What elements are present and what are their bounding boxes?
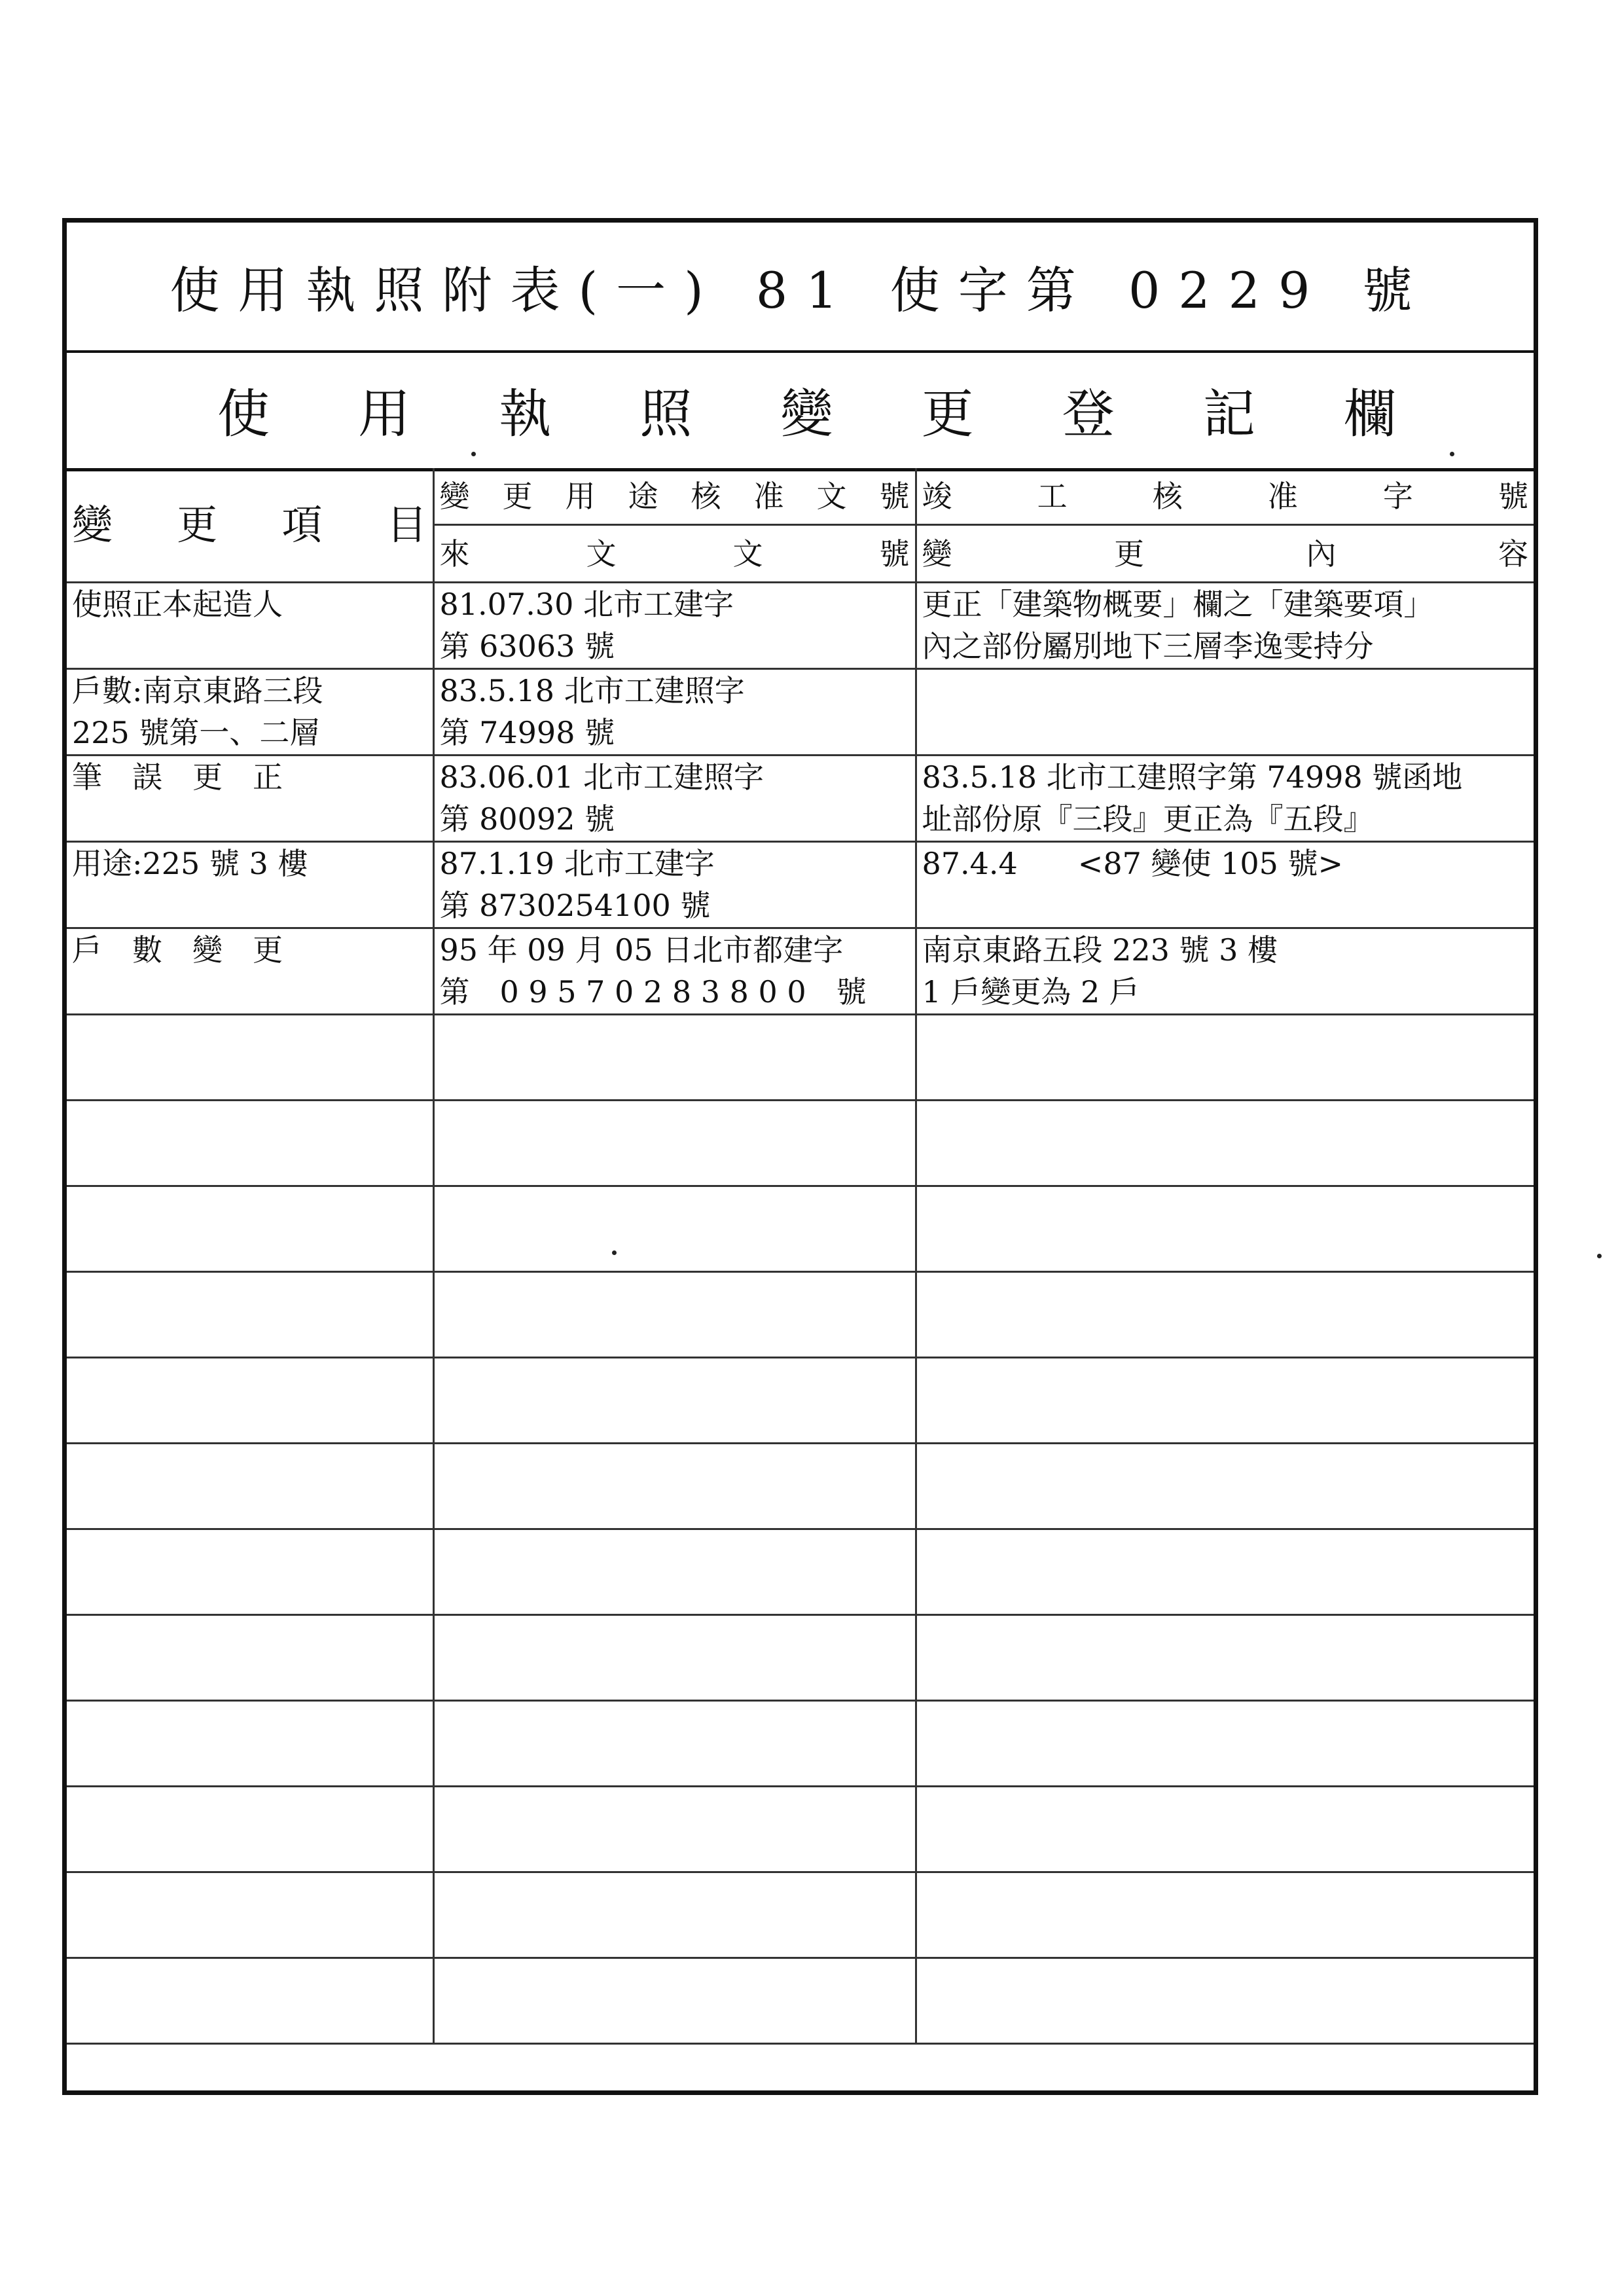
header-char: 核 (1152, 478, 1183, 514)
empty-cell (67, 1701, 433, 1787)
section-title (67, 350, 1534, 471)
header-char: 更 (502, 478, 533, 514)
empty-row (67, 1272, 1534, 1358)
document-no-cell (433, 669, 916, 756)
header-char: 內 (1306, 536, 1337, 572)
change-item-cell-line: 戶數:南京東路三段 (72, 673, 323, 708)
change-content-cell-line: 址部份原『三段』更正為『五段』 (922, 801, 1374, 837)
empty-cell (916, 1358, 1534, 1444)
change-register-table (67, 468, 1534, 2045)
section-title-char: 更 (921, 383, 974, 445)
empty-cell (433, 1272, 916, 1358)
document-no-cell-line: 83.06.01 北市工建照字 (439, 759, 764, 795)
empty-cell (67, 1186, 433, 1272)
section-title-char: 用 (358, 383, 411, 445)
change-content-cell (916, 756, 1534, 842)
header-char: 號 (879, 478, 910, 514)
header-change-content-label (922, 533, 1529, 575)
header-completion-no-label (922, 475, 1529, 517)
empty-cell (916, 1529, 1534, 1615)
empty-cell (433, 1787, 916, 1872)
change-content-cell (916, 583, 1534, 669)
empty-cell (67, 1358, 433, 1444)
empty-cell (67, 1444, 433, 1529)
section-title-chars (67, 372, 1534, 447)
header-char: 途 (628, 478, 658, 514)
document-no-cell-line: 第 0 9 5 7 0 2 8 3 8 0 0 號 (439, 974, 867, 1010)
header-row-top (67, 468, 1534, 525)
change-item-cell (67, 842, 433, 928)
empty-cell (916, 1701, 1534, 1787)
header-completion-no (916, 468, 1534, 525)
change-content-cell-line: 內之部份屬別地下三層李逸雯持分 (922, 629, 1374, 664)
empty-row (67, 1186, 1534, 1272)
header-char: 變 (922, 536, 952, 572)
header-char: 工 (1037, 478, 1068, 514)
header-char: 字 (1382, 478, 1413, 514)
header-incoming-no (433, 525, 916, 583)
header-char: 文 (586, 536, 617, 572)
header-change-content (916, 525, 1534, 583)
empty-cell (916, 1958, 1534, 2044)
change-content-cell (916, 669, 1534, 756)
change-item-cell-line: 用途:225 號 3 樓 (72, 846, 308, 881)
change-item-cell-line: 戶 數 變 更 (72, 932, 283, 968)
header-char: 文 (816, 478, 847, 514)
header-approval-no-label (440, 475, 910, 517)
empty-cell (433, 1615, 916, 1701)
section-title-char: 變 (780, 383, 833, 445)
header-char: 來 (439, 536, 470, 572)
empty-row (67, 1015, 1534, 1101)
empty-row (67, 1529, 1534, 1615)
change-content-cell-line: 南京東路五段 223 號 3 樓 (922, 932, 1278, 968)
scan-speck (471, 452, 476, 456)
change-content-cell-line: 83.5.18 北市工建照字第 74998 號函地 (922, 759, 1463, 795)
empty-cell (433, 1358, 916, 1444)
header-char: 文 (732, 536, 763, 572)
empty-cell (916, 1015, 1534, 1101)
header-char: 號 (1498, 478, 1528, 514)
document-no-cell (433, 583, 916, 669)
change-item-cell-line: 225 號第一、二層 (72, 715, 320, 750)
scan-speck (1450, 452, 1454, 456)
empty-row (67, 1958, 1534, 2044)
empty-cell (433, 1529, 916, 1615)
empty-cell (916, 1615, 1534, 1701)
empty-row (67, 1358, 1534, 1444)
section-title-char: 欄 (1344, 383, 1396, 445)
document-no-cell (433, 928, 916, 1015)
empty-cell (916, 1444, 1534, 1529)
document-no-cell-line: 第 8730254100 號 (439, 888, 711, 923)
change-content-cell-line (922, 712, 1529, 754)
empty-cell (916, 1101, 1534, 1186)
empty-cell (433, 1701, 916, 1787)
empty-row (67, 1787, 1534, 1872)
header-char: 變 (72, 500, 113, 549)
page-title: 使用執照附表(一) 81 使字第 0229 號 (67, 223, 1534, 353)
empty-cell (433, 1015, 916, 1101)
change-item-cell (67, 756, 433, 842)
scan-speck (612, 1250, 617, 1255)
change-content-cell (916, 842, 1534, 928)
empty-cell (433, 1872, 916, 1958)
empty-cell (67, 1529, 433, 1615)
header-change-item (67, 468, 433, 583)
empty-cell (67, 1101, 433, 1186)
empty-row (67, 1615, 1534, 1701)
document-no-cell-line: 第 80092 號 (439, 801, 615, 837)
header-char: 准 (1267, 478, 1298, 514)
section-title-char: 照 (639, 383, 692, 445)
empty-cell (67, 1787, 433, 1872)
section-title-char: 執 (499, 383, 552, 445)
empty-row (67, 1101, 1534, 1186)
header-char: 更 (177, 500, 218, 549)
header-char: 更 (1114, 536, 1144, 572)
header-char: 核 (691, 478, 721, 514)
header-char: 用 (565, 478, 596, 514)
document-no-cell-line: 83.5.18 北市工建照字 (439, 673, 745, 708)
document-no-cell-line: 95 年 09 月 05 日北市都建字 (439, 932, 844, 968)
section-title-char: 記 (1202, 383, 1255, 445)
change-item-cell-line: 筆 誤 更 正 (72, 759, 283, 795)
document-no-cell-line: 87.1.19 北市工建字 (439, 846, 715, 881)
empty-row (67, 1872, 1534, 1958)
document-no-cell-line: 第 74998 號 (439, 715, 615, 750)
empty-cell (916, 1186, 1534, 1272)
table-row (67, 928, 1534, 1015)
header-incoming-no-label (440, 533, 910, 575)
empty-cell (67, 1272, 433, 1358)
table-row (67, 669, 1534, 756)
header-char: 變 (439, 478, 470, 514)
change-content-cell (916, 928, 1534, 1015)
scan-speck (1597, 1254, 1602, 1258)
table-row (67, 583, 1534, 669)
table-row (67, 756, 1534, 842)
empty-cell (433, 1958, 916, 2044)
empty-cell (433, 1186, 916, 1272)
header-char: 項 (281, 500, 323, 549)
empty-cell (433, 1444, 916, 1529)
header-char: 竣 (922, 478, 952, 514)
empty-cell (67, 1615, 433, 1701)
header-change-item-label (72, 500, 427, 549)
change-item-cell (67, 928, 433, 1015)
empty-cell (67, 1015, 433, 1101)
empty-row (67, 1701, 1534, 1787)
empty-cell (67, 1872, 433, 1958)
section-title-char: 登 (1062, 383, 1115, 445)
header-char: 目 (386, 500, 427, 549)
table-row (67, 842, 1534, 928)
document-no-cell-line: 第 63063 號 (439, 629, 615, 664)
change-content-cell-line: 1 戶變更為 2 戶 (922, 974, 1140, 1010)
document-no-cell (433, 842, 916, 928)
form-sheet (62, 218, 1538, 2095)
document-no-cell-line: 81.07.30 北市工建字 (439, 587, 734, 622)
change-content-cell-line: 更正「建築物概要」欄之「建築要項」 (922, 587, 1434, 622)
section-title-char: 使 (217, 383, 270, 445)
empty-row (67, 1444, 1534, 1529)
change-content-cell-line: 87.4.4 <87 變使 105 號> (922, 846, 1344, 881)
header-char: 准 (753, 478, 784, 514)
empty-cell (916, 1872, 1534, 1958)
empty-cell (433, 1101, 916, 1186)
document-no-cell (433, 756, 916, 842)
empty-cell (916, 1787, 1534, 1872)
header-approval-no (433, 468, 916, 525)
header-char: 號 (879, 536, 910, 572)
change-item-cell (67, 669, 433, 756)
change-item-cell (67, 583, 433, 669)
change-item-cell-line: 使照正本起造人 (72, 587, 283, 622)
header-char: 容 (1498, 536, 1528, 572)
empty-cell (916, 1272, 1534, 1358)
empty-cell (67, 1958, 433, 2044)
change-content-cell-line (922, 670, 1529, 712)
